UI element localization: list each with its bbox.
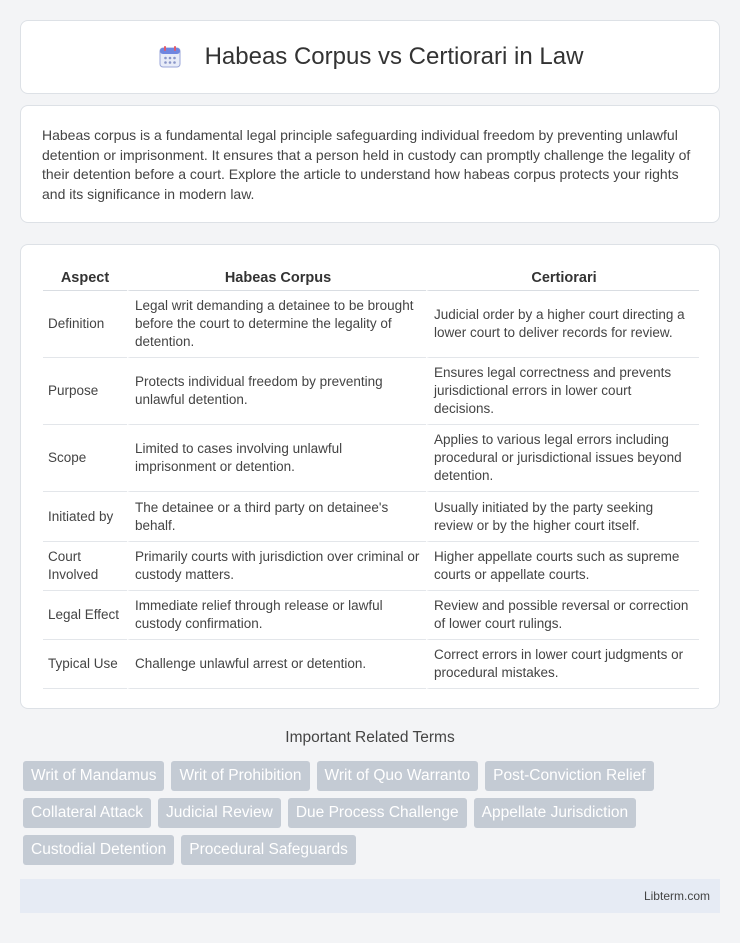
tag-custodial-detention[interactable]: Custodial Detention bbox=[23, 835, 174, 865]
tag-post-conviction-relief[interactable]: Post-Conviction Relief bbox=[485, 761, 653, 791]
table-row bbox=[43, 640, 699, 689]
tag-writ-of-mandamus[interactable]: Writ of Mandamus bbox=[23, 761, 164, 791]
aspect-cell: Scope bbox=[43, 425, 127, 492]
related-terms-title: Important Related Terms bbox=[285, 729, 455, 746]
comparison-table bbox=[43, 265, 699, 689]
tag-judicial-review[interactable]: Judicial Review bbox=[158, 798, 281, 828]
title-card bbox=[20, 20, 720, 94]
tag-due-process-challenge[interactable]: Due Process Challenge bbox=[288, 798, 467, 828]
habeas-cell: Challenge unlawful arrest or detention. bbox=[127, 640, 426, 689]
certiorari-cell: Usually initiated by the party seeking review or by the higher court itself. bbox=[426, 492, 699, 542]
footer bbox=[20, 879, 720, 913]
tag-writ-of-quo-warranto[interactable]: Writ of Quo Warranto bbox=[317, 761, 479, 791]
related-terms-list bbox=[23, 761, 723, 872]
intro-paragraph: Habeas corpus is a fundamental legal principle safeguarding individual freedom by preventing unlawful detention or imprisonment. It ensures that a person held in custody can promptly challenge the legality of their detention before a court. Explore the article to understand how habeas corpus protects your rights and its significance in modern law. bbox=[42, 127, 691, 202]
table-row bbox=[43, 358, 699, 425]
comparison-card bbox=[20, 244, 720, 709]
certiorari-cell: Correct errors in lower court judgments or procedural mistakes. bbox=[426, 640, 699, 689]
header-habeas-corpus: Habeas Corpus bbox=[127, 265, 426, 291]
aspect-cell: Purpose bbox=[43, 358, 127, 425]
aspect-cell: Court Involved bbox=[43, 542, 127, 591]
habeas-cell: The detainee or a third party on detainee's behalf. bbox=[127, 492, 426, 542]
footer-brand[interactable]: Libterm.com bbox=[643, 889, 710, 903]
table-row bbox=[43, 542, 699, 591]
aspect-cell: Legal Effect bbox=[43, 591, 127, 640]
tag-procedural-safeguards[interactable]: Procedural Safeguards bbox=[181, 835, 356, 865]
habeas-cell: Limited to cases involving unlawful imprisonment or detention. bbox=[127, 425, 426, 492]
habeas-cell: Legal writ demanding a detainee to be brought before the court to determine the legality of detention. bbox=[127, 291, 426, 358]
tag-collateral-attack[interactable]: Collateral Attack bbox=[23, 798, 151, 828]
table-header-row bbox=[43, 265, 699, 291]
aspect-cell: Typical Use bbox=[43, 640, 127, 689]
certiorari-cell: Review and possible reversal or correction of lower court rulings. bbox=[426, 591, 699, 640]
tag-writ-of-prohibition[interactable]: Writ of Prohibition bbox=[171, 761, 309, 791]
certiorari-cell: Applies to various legal errors including procedural or jurisdictional issues beyond detention. bbox=[426, 425, 699, 492]
habeas-cell: Primarily courts with jurisdiction over criminal or custody matters. bbox=[127, 542, 426, 591]
page-title: Habeas Corpus vs Certiorari in Law bbox=[204, 43, 584, 70]
table-row bbox=[43, 291, 699, 358]
aspect-cell: Definition bbox=[43, 291, 127, 358]
aspect-cell: Initiated by bbox=[43, 492, 127, 542]
certiorari-cell: Higher appellate courts such as supreme courts or appellate courts. bbox=[426, 542, 699, 591]
header-certiorari: Certiorari bbox=[426, 265, 699, 291]
calendar-icon bbox=[157, 44, 183, 70]
table-row bbox=[43, 591, 699, 640]
tag-appellate-jurisdiction[interactable]: Appellate Jurisdiction bbox=[474, 798, 636, 828]
header-aspect: Aspect bbox=[43, 265, 127, 291]
certiorari-cell: Ensures legal correctness and prevents jurisdictional errors in lower court decisions. bbox=[426, 358, 699, 425]
habeas-cell: Protects individual freedom by preventing unlawful detention. bbox=[127, 358, 426, 425]
table-row bbox=[43, 492, 699, 542]
habeas-cell: Immediate relief through release or lawful custody confirmation. bbox=[127, 591, 426, 640]
certiorari-cell: Judicial order by a higher court directing a lower court to deliver records for review. bbox=[426, 291, 699, 358]
table-row bbox=[43, 425, 699, 492]
intro-card bbox=[20, 105, 720, 223]
